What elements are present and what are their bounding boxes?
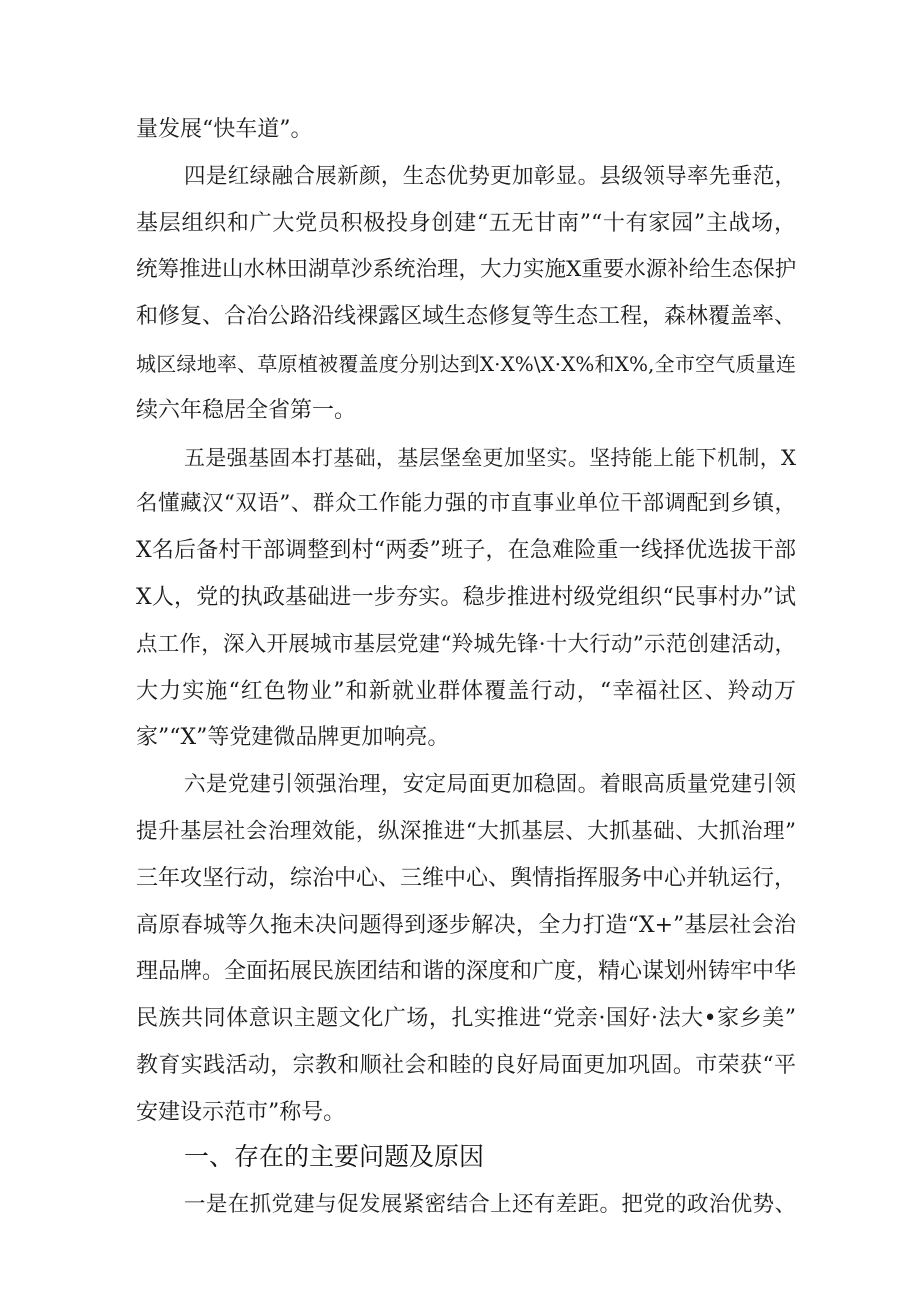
paragraph-line: 基层组织和广大党员积极投身创建“五无甘南”“十有家园”主战场， (136, 211, 796, 236)
paragraph-line: 六是党建引领强治理，安定局面更加稳固。着眼高质量党建引领 (184, 772, 796, 797)
paragraph-line: 高原春城等久拖未决问题得到逐步解决，全力打造“X+”基层社会治 (136, 913, 796, 938)
paragraph-line: 提升基层社会治理效能，纵深推进“大抓基层、大抓基础、大抓治理” (136, 819, 796, 844)
paragraph-line: 教育实践活动，宗教和顺社会和睦的良好局面更加巩固。市荣获“平 (136, 1053, 796, 1078)
paragraph-line: 统筹推进山水林田湖草沙系统治理，大力实施X重要水源补给生态保护 (136, 257, 797, 282)
paragraph-line: 大力实施“红色物业”和新就业群体覆盖行动，“幸福社区、羚动万 (136, 679, 796, 704)
paragraph-line: 理品牌。全面拓展民族团结和谐的深度和广度，精心谋划州铸牢中华 (136, 959, 797, 984)
paragraph-line: 一是在抓党建与促发展紧密结合上还有差距。把党的政治优势、 (184, 1192, 796, 1217)
paragraph-line: 三年攻坚行动，综治中心、三维中心、舆情指挥服务中心并轨运行， (136, 866, 797, 891)
paragraph-line: 家”“X”等党建微品牌更加响亮。 (136, 725, 450, 750)
paragraph-line: 城区绿地率、草原植被覆盖度分别达到X·X%\X·X%和X%,全市空气质量连 (136, 352, 796, 376)
paragraph-line: X名后备村干部调整到村“两委”班子，在急难险重一线择优选拔干部 (136, 538, 796, 563)
section-heading: 一、存在的主要问题及原因 (184, 1142, 485, 1171)
paragraph-line: 点工作，深入开展城市基层党建“羚城先锋·十大行动”示范创建活动， (136, 632, 796, 657)
paragraph-line: 名懂藏汉“双语”、群众工作能力强的市直事业单位干部调配到乡镇， (136, 491, 796, 516)
paragraph-line: 五是强基固本打基础，基层堡垒更加坚实。坚持能上能下机制，X (184, 446, 796, 470)
paragraph-line: 四是红绿融合展新颜，生态优势更加彰显。县级领导率先垂范， (184, 164, 796, 189)
paragraph-line: 安建设示范市”称号。 (136, 1100, 346, 1125)
paragraph-line: X人，党的执政基础进一步夯实。稳步推进村级党组织“民事村办”试 (136, 585, 796, 610)
paragraph-line: 和修复、合冶公路沿线裸露区域生态修复等生态工程，森林覆盖率、 (136, 304, 797, 329)
paragraph-line: 量发展“快车道”。 (136, 117, 313, 142)
paragraph-line: 续六年稳居全省第一。 (136, 398, 357, 423)
paragraph-line: 民族共同体意识主题文化广场，扎实推进“党亲·国好·法大•家乡美” (136, 1006, 796, 1031)
